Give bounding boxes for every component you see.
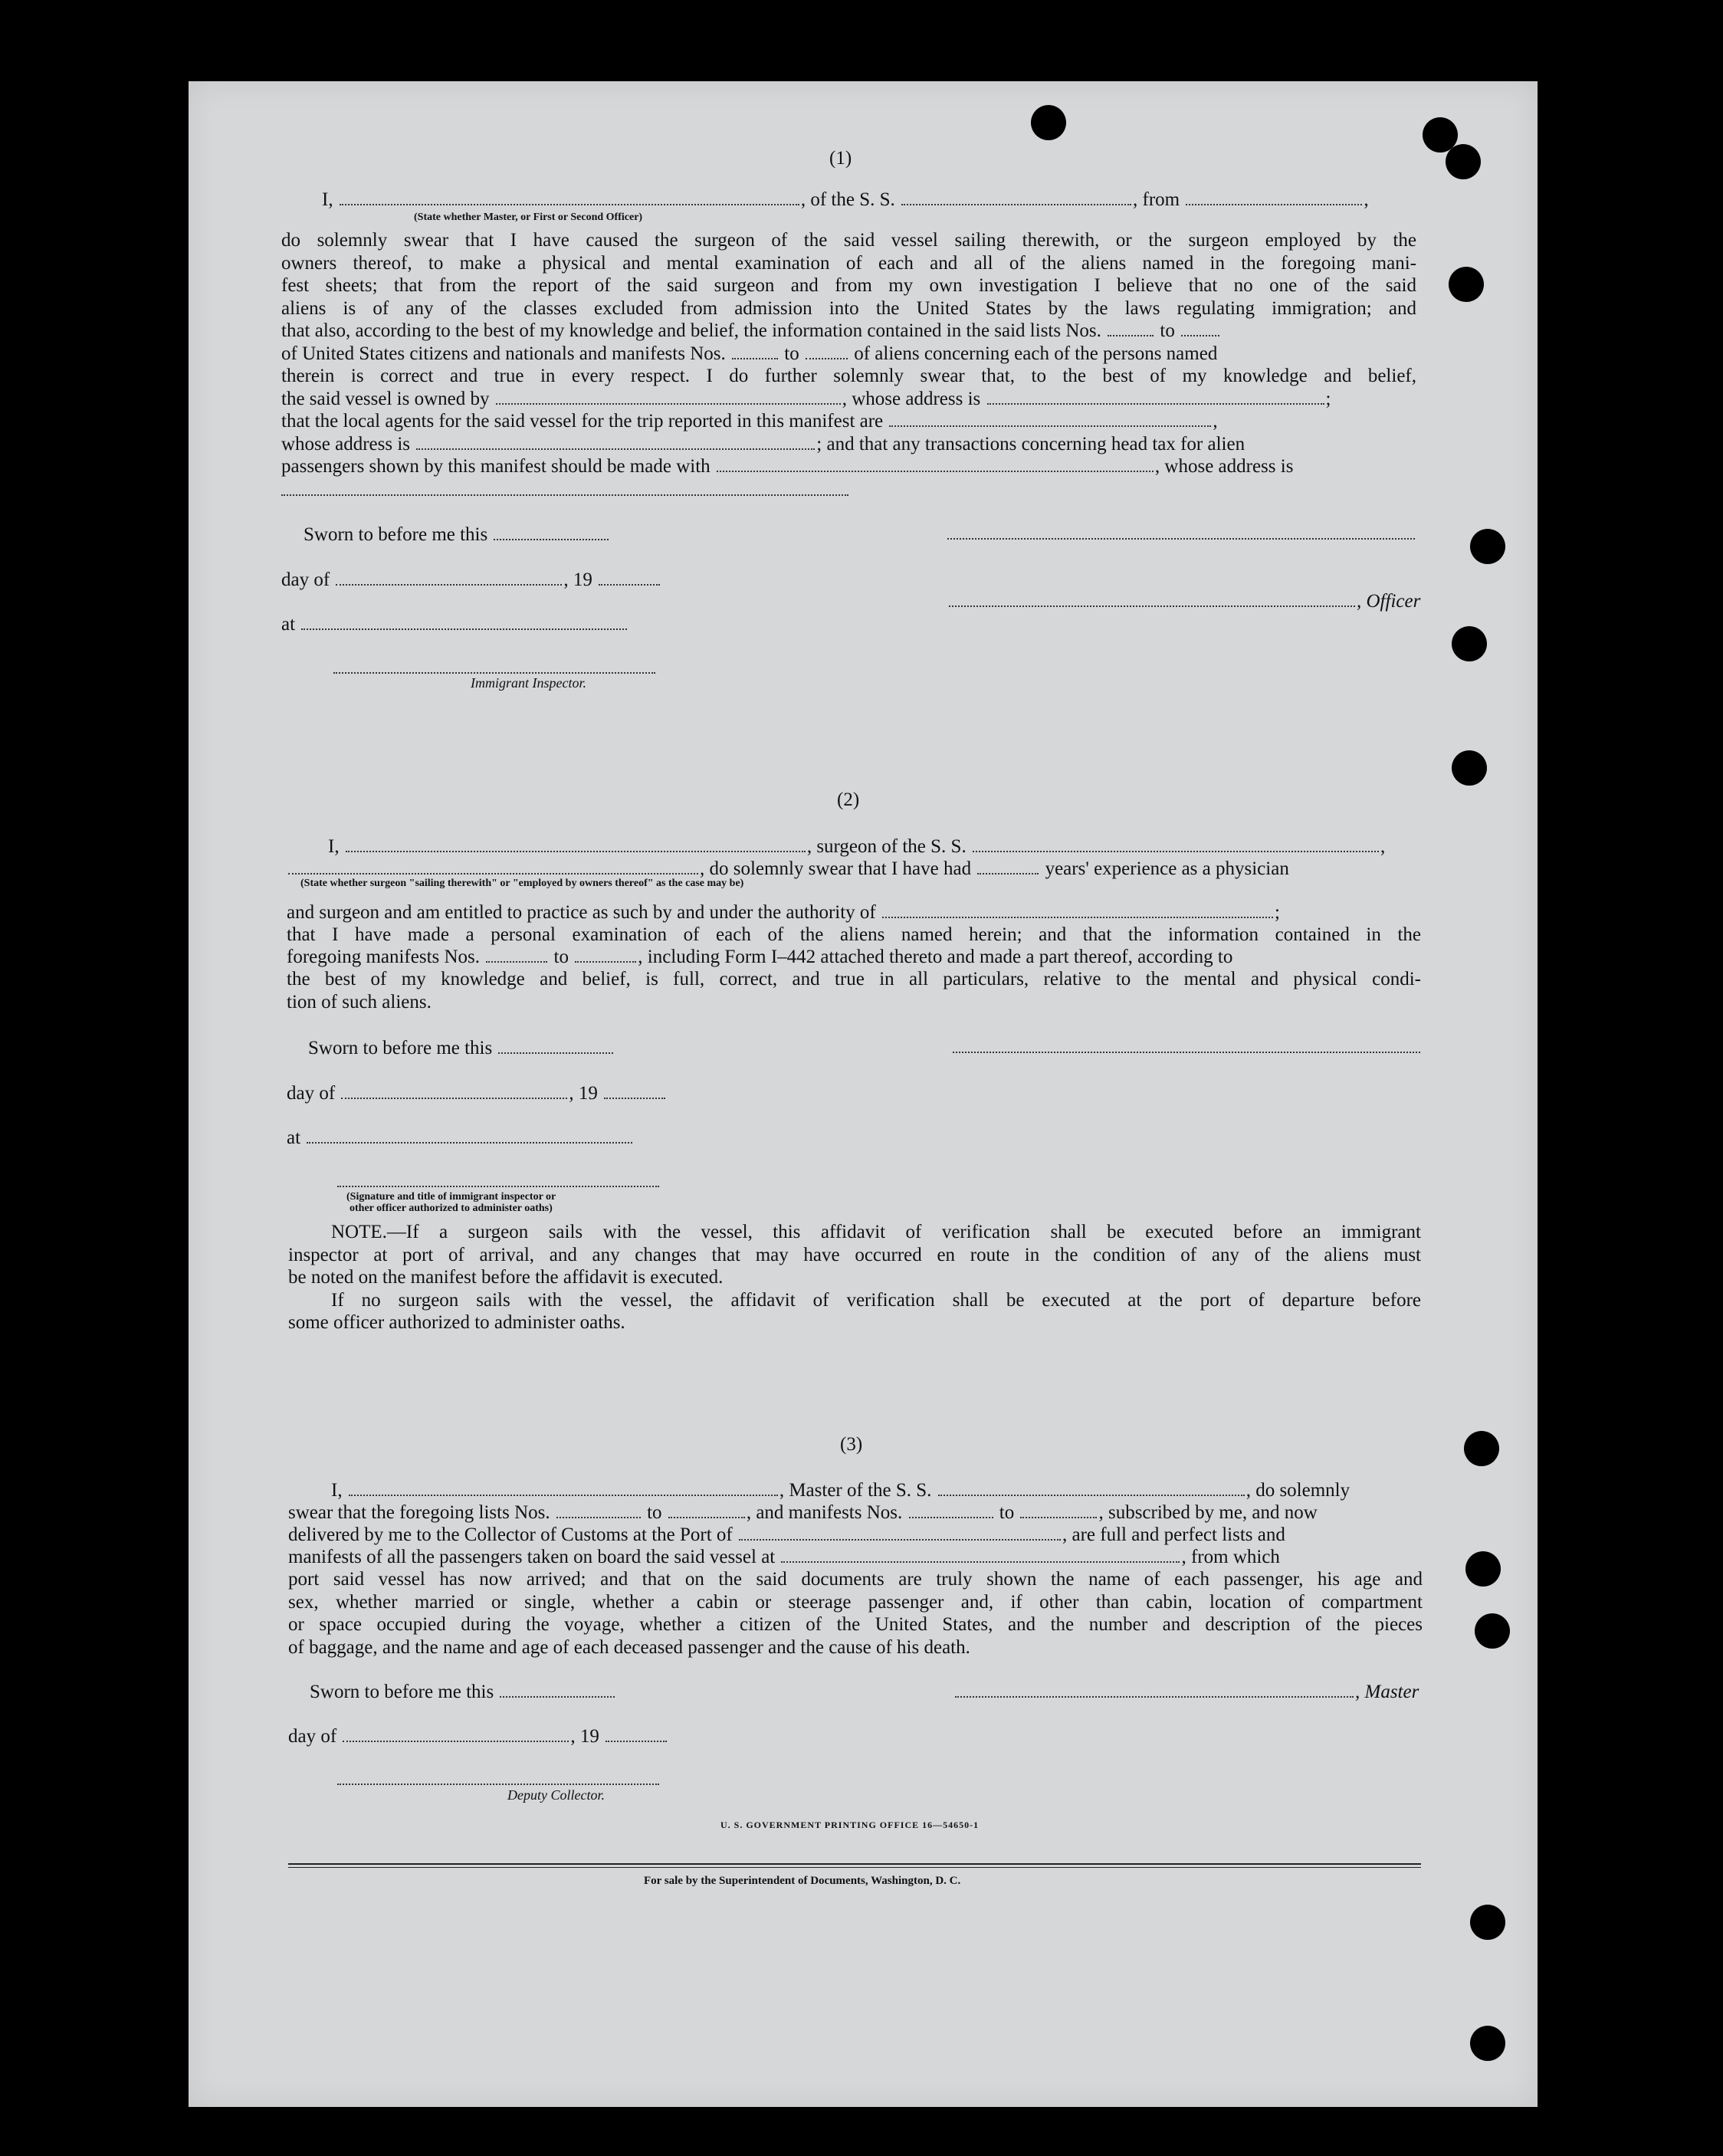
- blank-field: [486, 960, 547, 963]
- text-line: [281, 365, 1416, 388]
- punch-hole: [1475, 1613, 1510, 1649]
- blank-field: [938, 1494, 1245, 1496]
- label: , surgeon of the S. S.: [806, 836, 967, 857]
- punch-hole: [1464, 1431, 1499, 1466]
- surgeon-line: [328, 835, 1385, 858]
- label: day of: [281, 569, 330, 590]
- blank-field: [1186, 203, 1362, 205]
- day-of-label: [288, 1725, 668, 1748]
- label: , 19: [570, 1726, 599, 1747]
- text-line: [288, 1524, 1285, 1547]
- label: , Master of the S. S.: [779, 1480, 932, 1501]
- blank-field: [281, 494, 848, 496]
- label: that the local agents for the said vessel for the trip reported in this manifest are: [281, 411, 884, 432]
- blank-field: [599, 583, 660, 586]
- label: , and manifests Nos.: [746, 1502, 903, 1523]
- blank-field: [668, 1516, 745, 1518]
- label: that also, according to the best of my knowledge and belief, the information contained in the said lists Nos.: [281, 320, 1101, 341]
- note-line: be noted on the manifest before the affidavit is executed.: [288, 1267, 724, 1288]
- text-line: port said vessel has now arrived; and that on the said documents are truly shown the name of each passenger, his age and: [288, 1569, 1423, 1590]
- label: passengers shown by this manifest should be made with: [281, 456, 711, 477]
- blank-field: [889, 425, 1211, 427]
- blank-field: [343, 1740, 569, 1742]
- blank-field: [1181, 334, 1219, 336]
- blank-field: [341, 1097, 567, 1099]
- label: ;: [1325, 389, 1331, 409]
- label: ;: [1275, 902, 1280, 923]
- section3-body: [288, 1568, 1423, 1659]
- punch-hole: [1031, 105, 1066, 140]
- label: , of the S. S.: [800, 189, 895, 210]
- label: to: [999, 1502, 1015, 1523]
- note-line: If no surgeon sails with the vessel, the affidavit of verification shall be executed at the port of departure before: [331, 1289, 1421, 1311]
- sale-notice: For sale by the Superintendent of Documents, Washington, D. C.: [644, 1875, 961, 1887]
- label: foregoing manifests Nos.: [287, 947, 481, 967]
- note-line: NOTE.—If a surgeon sails with the vessel, this affidavit of verification shall be executed before an immigrant: [331, 1222, 1421, 1242]
- label: to: [647, 1502, 662, 1523]
- text-line: of baggage, and the name and age of each deceased passenger and the cause of his death.: [288, 1636, 970, 1658]
- punch-hole: [1452, 750, 1487, 786]
- day-of-label: [287, 1082, 667, 1105]
- label: to: [1160, 320, 1175, 341]
- text-line: [281, 320, 1221, 343]
- label: at: [287, 1127, 301, 1148]
- text-line: or space occupied during the voyage, whether a citizen of the United States, and the number and description of the pieces: [288, 1614, 1423, 1635]
- blank-field: [494, 538, 609, 540]
- text-line: [287, 924, 1421, 947]
- note-line: some officer authorized to administer oaths.: [288, 1312, 625, 1333]
- text-line: [287, 968, 1421, 991]
- label: , are full and perfect lists and: [1062, 1524, 1285, 1545]
- at-label: [281, 613, 628, 636]
- blank-field: [496, 402, 841, 405]
- blank-field: [340, 203, 799, 205]
- blank-field: [500, 1695, 615, 1698]
- label: , subscribed by me, and now: [1098, 1502, 1318, 1523]
- footer-rule: [288, 1867, 1421, 1868]
- section-number: (3): [840, 1434, 863, 1455]
- signature-line: [953, 1052, 1420, 1053]
- signature-line: [333, 672, 655, 674]
- text-line: do solemnly swear that I have caused the surgeon of the said vessel sailing therewith, or the surgeon employed by the: [281, 230, 1416, 251]
- sworn-label: [310, 1681, 616, 1704]
- label: of United States citizens and nationals and manifests Nos.: [281, 343, 726, 364]
- text-line: [288, 1501, 1318, 1524]
- section1-body: [281, 229, 1416, 320]
- blank-field: [977, 872, 1039, 875]
- punch-hole: [1470, 529, 1505, 564]
- blank-field: [575, 960, 636, 963]
- label: I,: [331, 1480, 343, 1501]
- state-note: (State whether Master, or First or Second Officer): [414, 212, 643, 223]
- punch-hole: [1470, 2026, 1505, 2061]
- note-block: [288, 1221, 1421, 1334]
- label: , do solemnly swear that I have had: [700, 858, 972, 879]
- text-line: [281, 410, 1218, 433]
- master-line: [331, 1479, 1350, 1502]
- text-line: [281, 455, 1293, 478]
- footer-rule: [288, 1863, 1421, 1865]
- label: , 19: [569, 1083, 598, 1104]
- punch-hole: [1446, 144, 1481, 179]
- label: , from which: [1181, 1547, 1280, 1567]
- blank-field: [882, 916, 1273, 918]
- label: the said vessel is owned by: [281, 389, 490, 409]
- inspector-caption: Immigrant Inspector.: [471, 675, 586, 691]
- signature-line: [949, 605, 1355, 607]
- text-line: tion of such aliens.: [287, 992, 432, 1012]
- blank-field: [973, 850, 1379, 852]
- label: ; and that any transactions concerning head tax for alien: [816, 434, 1245, 454]
- sworn-label: [308, 1037, 615, 1060]
- blank-field: [1108, 334, 1154, 336]
- signature-line: [955, 1695, 1354, 1698]
- label: , Master: [1355, 1682, 1419, 1702]
- label: day of: [288, 1726, 337, 1747]
- blank-field: [346, 850, 806, 852]
- master-signature: [953, 1681, 1419, 1704]
- section-number: (2): [837, 789, 860, 810]
- blank-field: [604, 1097, 665, 1099]
- punch-hole: [1449, 267, 1484, 302]
- text-line: [288, 1546, 1280, 1569]
- section-number: (1): [829, 148, 852, 169]
- label: , whose address is: [842, 389, 981, 409]
- deputy-caption: Deputy Collector.: [507, 1787, 605, 1803]
- label: swear that the foregoing lists Nos.: [288, 1502, 550, 1523]
- text-line: [281, 388, 1331, 411]
- label: manifests of all the passengers taken on board the said vessel at: [288, 1547, 776, 1567]
- at-label: [287, 1127, 634, 1150]
- label: that I have made a personal examination of each of the aliens named herein; and that the information contained in the: [287, 924, 1421, 945]
- blank-field: [288, 872, 698, 875]
- gpo-imprint: U. S. GOVERNMENT PRINTING OFFICE 16—54650-1: [720, 1820, 980, 1830]
- text-line: owners thereof, to make a physical and mental examination of each and all of the aliens named in the foregoing mani-: [281, 252, 1416, 274]
- label: of aliens concerning each of the persons named: [854, 343, 1218, 364]
- label: whose address is: [281, 434, 411, 454]
- label: , 19: [563, 569, 592, 590]
- punch-hole: [1465, 1551, 1501, 1587]
- day-of-label: [281, 569, 661, 592]
- label: day of: [287, 1083, 336, 1104]
- sworn-label: [304, 523, 610, 546]
- label: Sworn to before me this: [308, 1038, 493, 1058]
- label: , Officer: [1357, 591, 1421, 612]
- blank-field: [781, 1560, 1180, 1563]
- label: to: [784, 343, 799, 364]
- blank-field: [606, 1740, 667, 1742]
- text-line: aliens is of any of the classes excluded from admission into the United States by the laws regulating immigration; and: [281, 297, 1416, 319]
- signature-note: other officer authorized to administer oaths): [350, 1203, 553, 1214]
- blank-field: [349, 1494, 778, 1496]
- label: , including Form I–442 attached thereto and made a part thereof, according to: [638, 947, 1233, 967]
- label: at: [281, 614, 296, 635]
- officer-line: [947, 590, 1420, 613]
- label: Sworn to before me this: [310, 1682, 494, 1702]
- label: ,: [1364, 189, 1369, 210]
- text-line: [281, 433, 1245, 456]
- signature-note: (Signature and title of immigrant inspector or: [346, 1191, 556, 1203]
- label: years' experience as a physician: [1045, 858, 1289, 879]
- label: and surgeon and am entitled to practice as such by and under the authority of: [287, 902, 876, 923]
- blank-field: [416, 448, 815, 450]
- signature-line: [337, 1186, 659, 1187]
- text-line: [287, 946, 1232, 969]
- blank-field: [739, 1538, 1061, 1541]
- label: I,: [328, 836, 340, 857]
- blank-field: [732, 357, 778, 359]
- label: , from: [1133, 189, 1180, 210]
- label: I,: [322, 189, 333, 210]
- label: ,: [1213, 411, 1218, 432]
- label: , whose address is: [1154, 456, 1294, 477]
- label: to: [553, 947, 569, 967]
- label: therein is correct and true in every respect. I do further solemnly swear that, to the best of my knowledge and belief,: [281, 366, 1416, 386]
- punch-hole: [1452, 626, 1487, 661]
- officer-line: [322, 189, 1369, 212]
- label: , do solemnly: [1245, 1480, 1351, 1501]
- blank-field: [336, 583, 562, 586]
- label: the best of my knowledge and belief, is full, correct, and true in all particulars, relative to the mental and physical condi-: [287, 969, 1421, 989]
- text-line: [281, 343, 1217, 366]
- blank-field: [717, 470, 1154, 472]
- blank-field: [556, 1516, 641, 1518]
- blank-field: [901, 203, 1131, 205]
- signature-line: [337, 1784, 659, 1785]
- blank-field: [987, 402, 1324, 405]
- label: ,: [1380, 836, 1386, 857]
- state-note: (State whether surgeon "sailing therewith" or "employed by owners thereof" as the case may be): [300, 878, 744, 889]
- blank-field: [307, 1141, 632, 1144]
- punch-hole: [1470, 1905, 1505, 1940]
- text-line: sex, whether married or single, whether a cabin or steerage passenger and, if other than cabin, location of compartment: [288, 1591, 1423, 1613]
- blank-field: [301, 628, 627, 630]
- blank-field: [909, 1516, 993, 1518]
- blank-field: [498, 1052, 613, 1054]
- blank-field: [806, 357, 848, 359]
- blank-field: [1020, 1516, 1097, 1518]
- text-line: fest sheets; that from the report of the said surgeon and from my own investigation I believe that no one of the said: [281, 275, 1416, 296]
- label: delivered by me to the Collector of Customs at the Port of: [288, 1524, 733, 1545]
- text-line: [287, 901, 1280, 924]
- label: Sworn to before me this: [304, 524, 488, 545]
- note-line: inspector at port of arrival, and any changes that may have occurred en route in the condition of any of the aliens must: [288, 1244, 1421, 1265]
- signature-line: [947, 538, 1415, 540]
